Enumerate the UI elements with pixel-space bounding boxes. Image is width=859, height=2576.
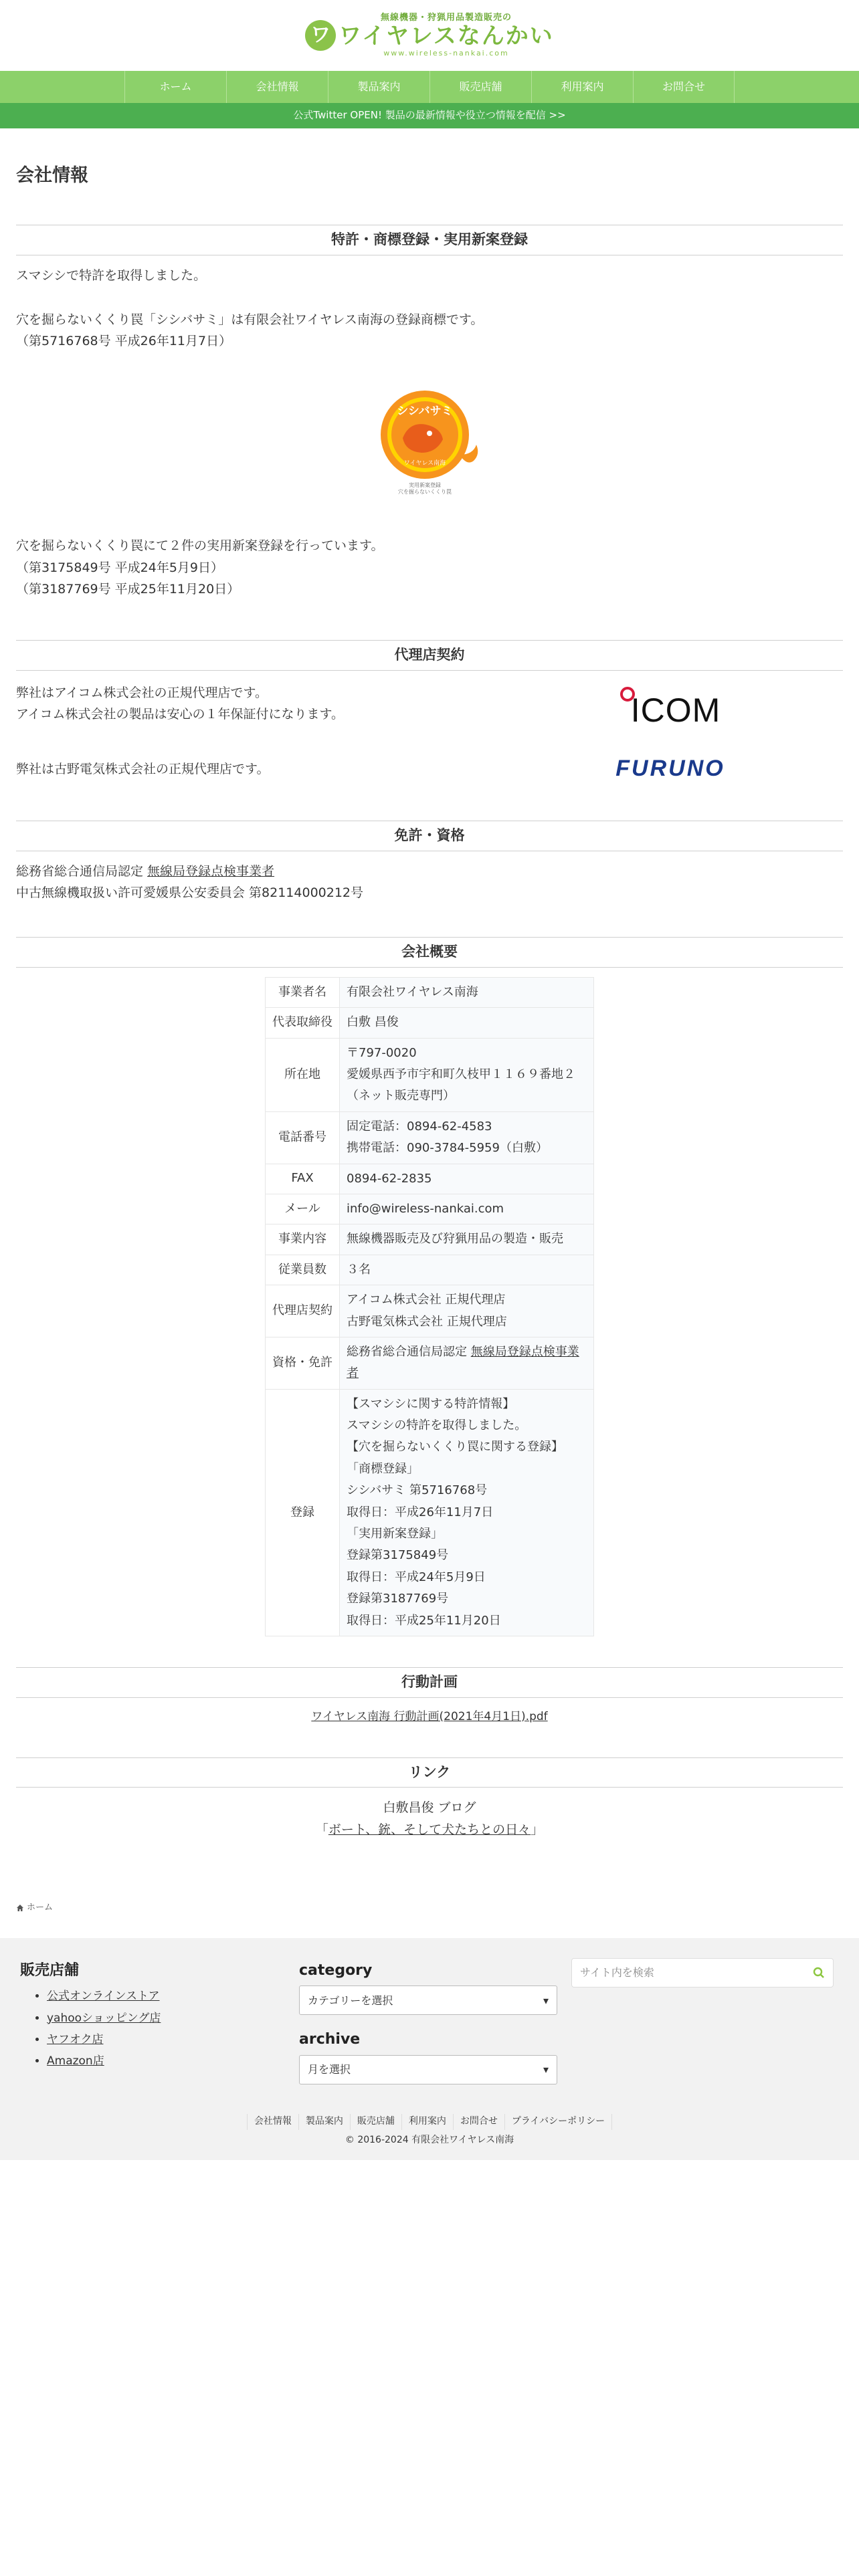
badge-title: シシバサミ: [397, 405, 453, 419]
footer-links: [20, 2114, 839, 2130]
nav-item-shops[interactable]: 販売店舗: [430, 71, 531, 103]
table-row: 事業者名 有限会社ワイヤレス南海: [266, 977, 594, 1007]
action-plan-pdf-link[interactable]: ワイヤレス南海 行動計画(2021年4月1日).pdf: [311, 1709, 548, 1723]
furuno-logo-text: FURUNO: [615, 756, 725, 782]
shop-link-yafuoku[interactable]: ヤフオク店: [47, 2032, 104, 2046]
nav-item-home[interactable]: ホーム: [124, 71, 226, 103]
patent-text-3: （第5716768号 平成26年11月7日）: [16, 334, 232, 349]
logo-tagline: 無線機器・狩猟用品製造販売の: [380, 13, 512, 23]
table-row: メール info@wireless-nankai.com: [266, 1194, 594, 1224]
chevron-down-icon: ▾: [543, 2063, 549, 2076]
shop-link-amazon[interactable]: Amazon店: [47, 2054, 104, 2068]
badge-sub: ワイヤレス南海: [403, 460, 446, 467]
table-row: 代表取締役 白敷 昌俊: [266, 1008, 594, 1038]
list-item: [47, 2050, 288, 2072]
utility-model-text-1: 穴を掘らないくくり罠にて２件の実用新案登録を行っています。: [16, 538, 384, 554]
utility-model-text-2: （第3175849号 平成24年5月9日）: [16, 560, 224, 575]
icom-agency-text-1: 弊社はアイコム株式会社の正規代理店です。: [16, 685, 268, 700]
shop-link-yahoo[interactable]: yahooショッピング店: [47, 2011, 161, 2025]
shops-list: [20, 1985, 288, 2072]
section-heading-company: 会社概要: [16, 937, 843, 968]
site-header: [0, 0, 859, 71]
icom-logo-text: ICOM: [630, 691, 721, 730]
nav-item-company[interactable]: 会社情報: [226, 71, 328, 103]
logo-mark-icon: ワ: [305, 20, 336, 51]
patent-text-1: スマシシで特許を取得しました。: [16, 267, 207, 283]
list-item: [47, 1985, 288, 2007]
section-heading-patent: 特許・商標登録・実用新案登録: [16, 225, 843, 255]
twitter-notice-link[interactable]: 公式Twitter OPEN! 製品の最新情報や役立つ情報を配信 >>: [0, 103, 859, 128]
footer-link-company[interactable]: 会社情報: [247, 2114, 298, 2130]
footer-link-products[interactable]: 製品案内: [298, 2114, 350, 2130]
nav-item-contact[interactable]: お問合せ: [633, 71, 735, 103]
category-select[interactable]: カテゴリーを選択 ▾: [299, 1985, 557, 2015]
section-heading-license: 免許・資格: [16, 821, 843, 851]
patent-text-2: 穴を掘らないくくり罠「シシバサミ」は有限会社ワイヤレス南海の登録商標です。: [16, 312, 484, 327]
footer-link-shops[interactable]: 販売店舗: [350, 2114, 401, 2130]
table-row: FAX 0894-62-2835: [266, 1164, 594, 1194]
badge-caption-1: 実用新案登録: [409, 482, 441, 489]
blog-link[interactable]: ボート、銃、そして犬たちとの日々: [328, 1822, 531, 1837]
logo-url: www.wireless-nankai.com: [383, 48, 509, 58]
icom-agency-text-2: アイコム株式会社の製品は安心の１年保証付になります。: [16, 707, 345, 722]
license-text-1: 総務省総合通信局認定 無線局登録点検事業者: [16, 863, 275, 879]
home-icon: [16, 1904, 24, 1912]
table-row: 所在地 〒797-0020 愛媛県西予市宇和町久枝甲１１６９番地２ （ネット販売専門）: [266, 1038, 594, 1111]
site-footer: [0, 1938, 859, 2160]
table-row: 事業内容 無線機器販売及び狩猟用品の製造・販売: [266, 1224, 594, 1255]
breadcrumb-home-link[interactable]: ホーム: [27, 1902, 54, 1913]
archive-heading: archive: [299, 2031, 361, 2048]
main-content: 会社情報 特許・商標登録・実用新案登録 スマシシで特許を取得しました。 穴を掘らないくくり罠「シシバサミ」は有限会社ワイヤレス南海の登録商標です。 （第5716768号 平成26年11月7日） シシバサミ ワイヤレス南海 実用新案登録 穴を掘らないくくり罠 穴を掘らないくくり罠にて２件の実用新案登録を行っています。 （第3175849号 平成24年5月9日） （第3187769号 平成25年11月20日） 代理店契約 弊社はアイコム株式会社の正規代理店です。 アイコム株式会社の製品は安心の１年保証付になります。 ICOM 弊社は古野電気株式会社の正規代理店です。 FURUNO 免許・資格 総務省総合通信局認定 無線局登録点検事業者 中古無線機取扱い許可愛媛県公安委員会 第82114000212号 会社概要 事業者名 有限会社ワイヤレス南海 代表取締役 白敷 昌俊 所在地 〒797-0020 愛媛県西予市宇和町久枝甲１１６９番地２ （ネット販売専門） 電話番号 固定電話：0894-62-4583 携帯電話：090-3784-5959（白敷） FAX 0894-62-2835 メール info@wireless-nankai.com 事業内容 無線機器販売及び狩猟用品の製造・販売 従業員数 ３名 代理店契約 アイコム株式会社 正規代理店 古野電気株式会社 正規代理店 資格・免許 総務省総合通信局認定 無線局登録点検事業者 登録 【スマシシに関する特許情報】 スマシシの特許を取得しました。 【穴を掘らないくくり罠に関する登録】 「商標登録」 シシバサミ 第5716768号 取得日：平成26年11月7日 「実用新案登録」 登録第3175849号 取得日：平成24年5月9日 登録第3187769号 取得日：平成25年11月20日 行動計画 ワイヤレス南海 行動計画(2021年4月1日).pdf リンク 白敷昌俊 ブログ 「ボート、銃、そして犬たちとの日々」 ホーム: [0, 160, 859, 1915]
badge-caption-2: 穴を掘らないくくり罠: [398, 489, 452, 496]
nav-item-products[interactable]: 製品案内: [328, 71, 430, 103]
table-row: 資格・免許 総務省総合通信局認定 無線局登録点検事業者: [266, 1337, 594, 1389]
page-title: 会社情報: [16, 165, 88, 186]
furuno-agency-text: 弊社は古野電気株式会社の正規代理店です。: [16, 761, 270, 776]
icom-logo: [620, 680, 721, 730]
archive-select[interactable]: 月を選択 ▾: [299, 2055, 557, 2084]
chevron-down-icon: ▾: [543, 1994, 549, 2007]
table-row: 従業員数 ３名: [266, 1255, 594, 1285]
global-nav: [0, 71, 859, 103]
search-input[interactable]: サイト内を検索: [571, 1958, 834, 1988]
table-row: 代理店契約 アイコム株式会社 正規代理店 古野電気株式会社 正規代理店: [266, 1285, 594, 1337]
footer-link-contact[interactable]: お問合せ: [453, 2114, 504, 2130]
utility-model-text-3: （第3187769号 平成25年11月20日）: [16, 582, 240, 597]
blog-title: 白敷昌俊 ブログ: [383, 1800, 476, 1816]
section-heading-links: リンク: [16, 1757, 843, 1788]
shops-heading: 販売店舗: [20, 1961, 80, 1979]
logo-name: ワイヤレスなんかい: [339, 22, 554, 49]
company-table: [265, 977, 594, 1636]
footer-link-privacy[interactable]: プライバシーポリシー: [504, 2114, 612, 2130]
license-text-2: 中古無線機取扱い許可愛媛県公安委員会 第82114000212号: [16, 885, 364, 900]
list-item: [47, 2029, 288, 2050]
qualification-link[interactable]: 無線局登録点検事業者: [347, 1344, 579, 1381]
site-logo[interactable]: [305, 13, 554, 57]
shop-link-official[interactable]: 公式オンラインストア: [47, 1990, 160, 2004]
shishibasami-badge-image: [373, 388, 486, 495]
category-heading: category: [299, 1961, 373, 1979]
footer-link-guide[interactable]: 利用案内: [401, 2114, 453, 2130]
section-heading-plan: 行動計画: [16, 1667, 843, 1698]
copyright: © 2016-2024 有限会社ワイヤレス南海: [345, 2134, 514, 2145]
inspection-business-link[interactable]: 無線局登録点検事業者: [147, 863, 275, 879]
section-heading-agency: 代理店契約: [16, 640, 843, 671]
list-item: [47, 2008, 288, 2029]
nav-item-guide[interactable]: 利用案内: [531, 71, 633, 103]
search-icon[interactable]: [813, 1967, 825, 1979]
table-row: 登録 【スマシシに関する特許情報】 スマシシの特許を取得しました。 【穴を掘らないくくり罠に関する登録】 「商標登録」 シシバサミ 第5716768号 取得日：平成26年11月7日 「実用新案登録」 登録第3175849号 取得日：平成24年5月9日 登録第3187769号 取得日：平成25年11月20日: [266, 1389, 594, 1636]
table-row: 電話番号 固定電話：0894-62-4583 携帯電話：090-3784-5959（白敷）: [266, 1111, 594, 1164]
breadcrumb: [16, 1901, 843, 1915]
